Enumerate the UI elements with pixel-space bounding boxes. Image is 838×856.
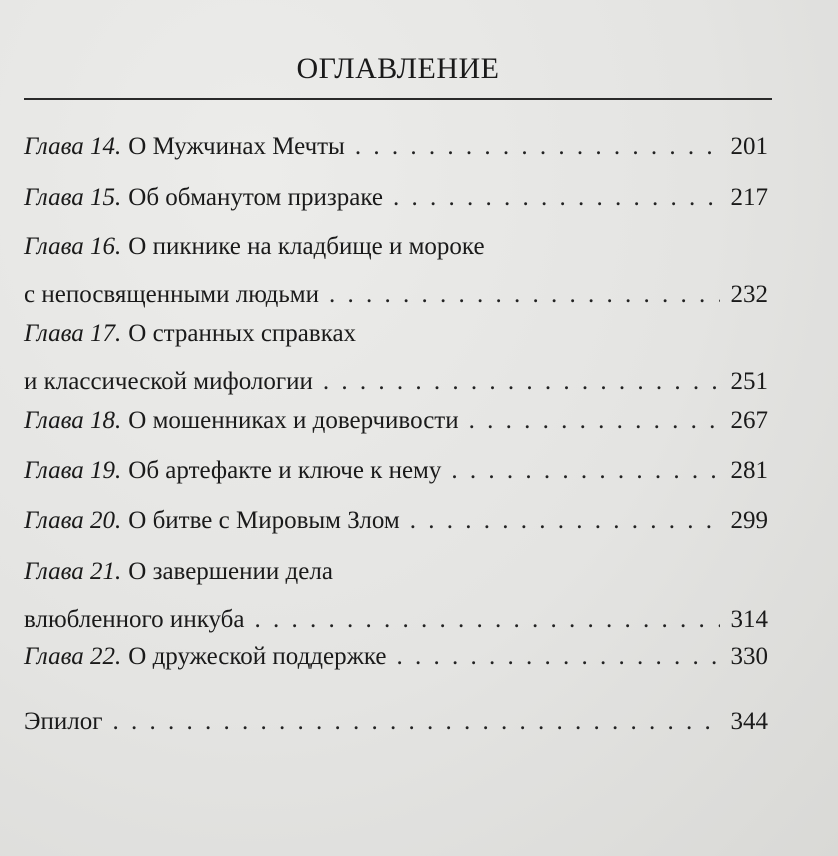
page-number: 267 <box>730 407 768 434</box>
epilogue-title: Эпилог <box>24 708 103 735</box>
toc-entry-22 <box>24 633 768 681</box>
toc-entry-18 <box>24 397 768 445</box>
page-number: 251 <box>730 368 768 395</box>
toc-line <box>24 174 768 222</box>
page-number: 330 <box>730 643 768 670</box>
toc-entry-19 <box>24 447 768 495</box>
chapter-title: О странных справках <box>128 320 357 347</box>
chapter-label: Глава 20. <box>24 507 122 534</box>
dot-leader <box>410 497 720 545</box>
toc-entry-14 <box>24 123 768 171</box>
page-number: 232 <box>730 281 768 308</box>
page-number: 299 <box>730 507 768 534</box>
chapter-title: О битве с Мировым Злом <box>128 507 400 534</box>
table-of-contents <box>24 0 772 856</box>
chapter-title: О пикнике на кладбище и мороке <box>128 233 485 260</box>
toc-entry-15 <box>24 174 768 222</box>
dot-leader <box>397 633 721 681</box>
page-number: 201 <box>730 133 768 160</box>
chapter-label: Глава 17. <box>24 320 122 347</box>
chapter-title: Об артефакте и ключе к нему <box>128 457 442 484</box>
chapter-title-continued: и классической мифологии <box>24 368 313 395</box>
dot-leader <box>113 698 721 746</box>
toc-line <box>24 123 768 171</box>
page-number: 217 <box>730 184 768 211</box>
toc-entry-17 <box>24 310 768 406</box>
chapter-title: Об обманутом призраке <box>128 184 383 211</box>
toc-heading: ОГЛАВЛЕНИЕ <box>296 52 500 85</box>
toc-line <box>24 397 768 445</box>
dot-leader <box>355 123 720 171</box>
dot-leader <box>393 174 720 222</box>
chapter-title: О Мужчинах Мечты <box>128 133 345 160</box>
toc-line <box>24 548 768 596</box>
chapter-label: Глава 14. <box>24 133 122 160</box>
toc-entry-21 <box>24 548 768 644</box>
chapter-label: Глава 21. <box>24 558 122 585</box>
toc-line <box>24 633 768 681</box>
toc-entry-20 <box>24 497 768 545</box>
chapter-title: О завершении дела <box>128 558 333 585</box>
chapter-label: Глава 15. <box>24 184 122 211</box>
chapter-label: Глава 18. <box>24 407 122 434</box>
page-number: 344 <box>730 708 768 735</box>
chapter-title: О дружеской поддержке <box>128 643 387 670</box>
toc-line <box>24 698 768 746</box>
page-number: 314 <box>730 606 768 633</box>
chapter-label: Глава 16. <box>24 233 122 260</box>
dot-leader <box>451 447 720 495</box>
chapter-title-continued: влюбленного инкуба <box>24 606 245 633</box>
toc-line <box>24 310 768 358</box>
chapter-label: Глава 19. <box>24 457 122 484</box>
heading-rule <box>24 98 772 100</box>
dot-leader <box>469 397 720 445</box>
toc-line <box>24 223 768 271</box>
toc-line <box>24 447 768 495</box>
toc-entry-epilogue <box>24 698 768 746</box>
page-number: 281 <box>730 457 768 484</box>
chapter-label: Глава 22. <box>24 643 122 670</box>
toc-line <box>24 497 768 545</box>
toc-entry-16 <box>24 223 768 319</box>
chapter-title-continued: с непосвященными людьми <box>24 281 319 308</box>
chapter-title: О мошенниках и доверчивости <box>128 407 459 434</box>
